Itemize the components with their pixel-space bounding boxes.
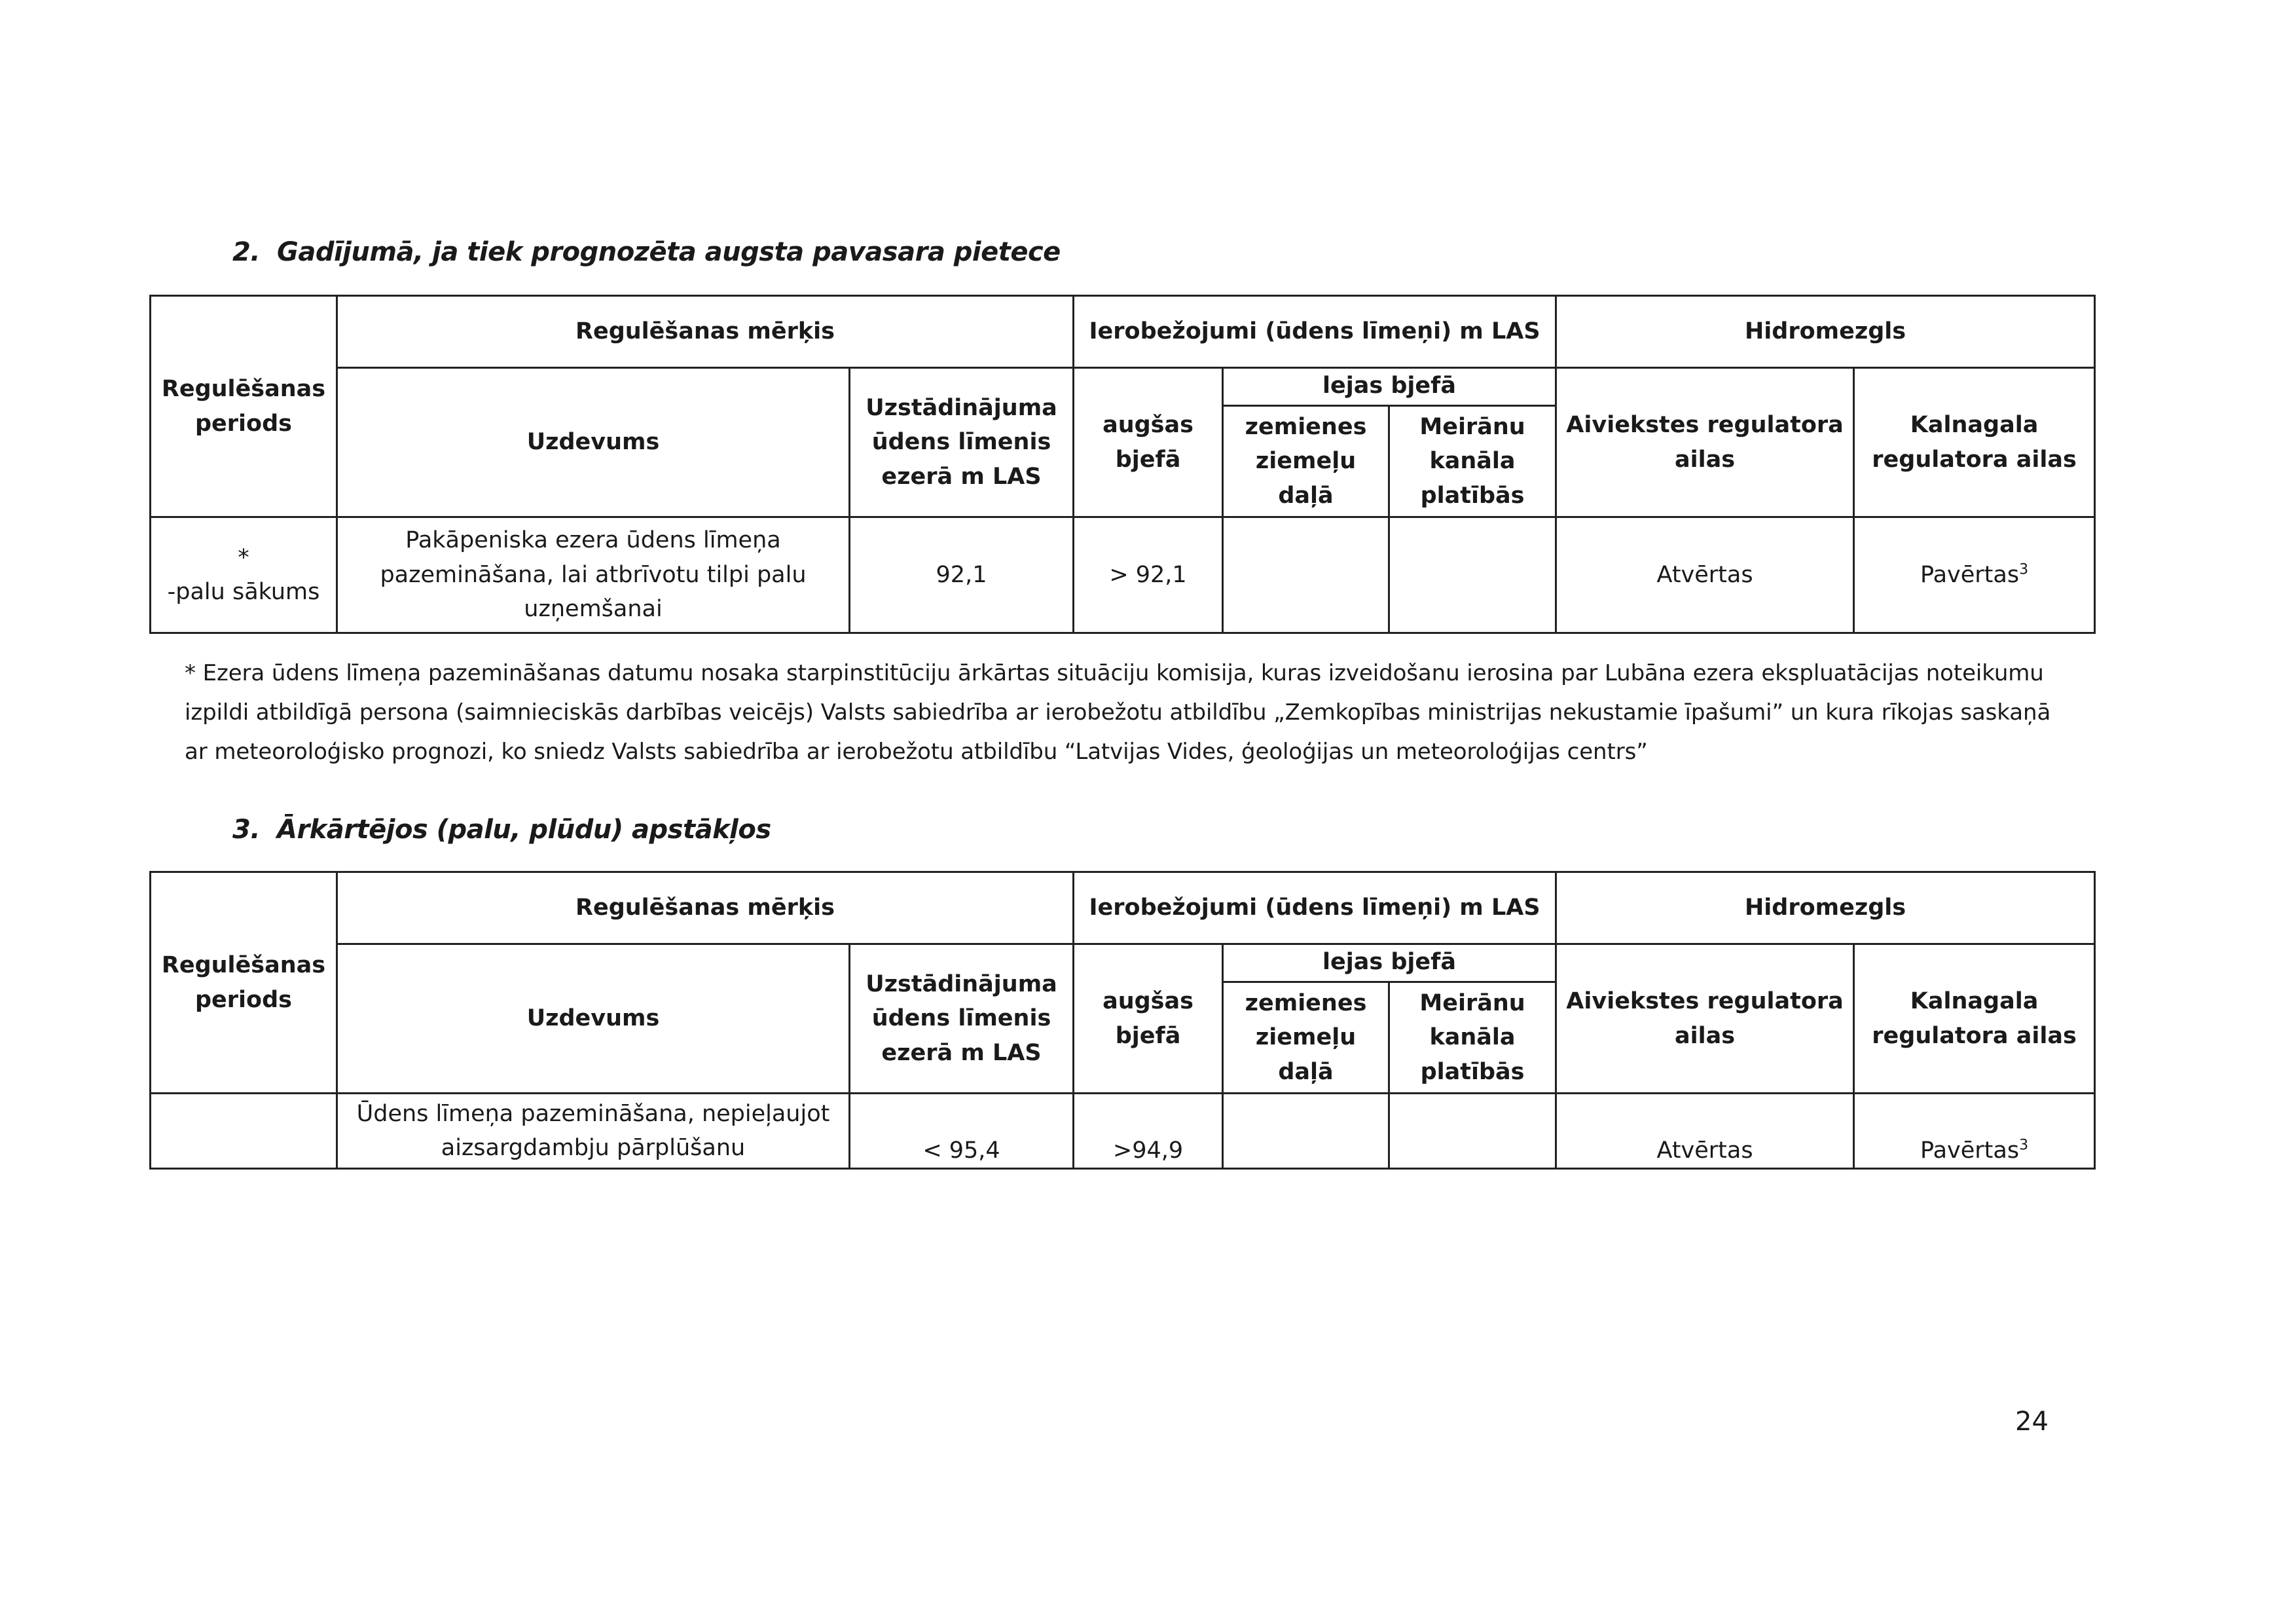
aiviekste-header: Aiviekstes regulatora ailas xyxy=(1556,944,1854,1094)
aiviekste-header: Aiviekstes regulatora ailas xyxy=(1556,368,1854,517)
lower-meiranu-header: Meirānu kanāla platībās xyxy=(1389,406,1556,517)
set-level-cell: < 95,4 xyxy=(850,1094,1074,1169)
set-level-header: Uzstādinājuma ūdens līmenis ezerā m LAS xyxy=(850,368,1074,517)
set-level-cell: 92,1 xyxy=(850,517,1074,633)
lower-meiranu-cell xyxy=(1389,517,1556,633)
section-3-heading xyxy=(232,815,771,845)
footnote-ref: 3 xyxy=(2019,561,2029,578)
lower-pool-header: lejas bjefā xyxy=(1223,368,1556,406)
lower-north-header: zemienes ziemeļu daļā xyxy=(1223,982,1389,1094)
footnote-ref: 3 xyxy=(2019,1136,2029,1153)
upper-pool-cell: > 92,1 xyxy=(1074,517,1223,633)
lower-north-cell xyxy=(1223,517,1389,633)
section-2-title: Gadījumā, ja tiek prognozēta augsta pavasara pietece xyxy=(277,237,1061,267)
kalnagala-value: Pavērtas xyxy=(1920,561,2020,588)
upper-pool-cell: >94,9 xyxy=(1074,1094,1223,1169)
page-number: 24 xyxy=(2015,1407,2049,1437)
task-header: Uzdevums xyxy=(337,944,850,1094)
upper-pool-header: augšas bjefā xyxy=(1074,368,1223,517)
period-value: -palu sākums xyxy=(167,579,320,605)
upper-pool-header: augšas bjefā xyxy=(1074,944,1223,1094)
limits-header: Ierobežojumi (ūdens līmeņi) m LAS xyxy=(1074,296,1556,368)
lower-meiranu-cell xyxy=(1389,1094,1556,1169)
hydro-node-header: Hidromezgls xyxy=(1556,296,2095,368)
period-mark: * xyxy=(238,544,249,571)
lower-north-header: zemienes ziemeļu daļā xyxy=(1223,406,1389,517)
section-3-title: Ārkārtējos (palu, plūdu) apstākļos xyxy=(277,815,771,845)
period-cell xyxy=(151,1094,337,1169)
period-header: Regulēšanas periods xyxy=(151,872,337,1094)
kalnagala-value: Pavērtas xyxy=(1920,1137,2020,1164)
limits-header: Ierobežojumi (ūdens līmeņi) m LAS xyxy=(1074,872,1556,944)
task-header: Uzdevums xyxy=(337,368,850,517)
aiviekste-cell: Atvērtas xyxy=(1556,517,1854,633)
regulation-table-2 xyxy=(149,295,2096,634)
goal-header: Regulēšanas mērķis xyxy=(337,872,1074,944)
lower-pool-header: lejas bjefā xyxy=(1223,944,1556,982)
task-cell: Pakāpeniska ezera ūdens līmeņa pazemināšana, lai atbrīvotu tilpi palu uzņemšanai xyxy=(337,517,850,633)
aiviekste-cell: Atvērtas xyxy=(1556,1094,1854,1169)
kalnagala-cell xyxy=(1854,1094,2095,1169)
set-level-header: Uzstādinājuma ūdens līmenis ezerā m LAS xyxy=(850,944,1074,1094)
period-cell xyxy=(151,517,337,633)
regulation-table-3 xyxy=(149,871,2096,1170)
kalnagala-cell xyxy=(1854,517,2095,633)
section-3-number: 3. xyxy=(232,815,261,845)
hydro-node-header: Hidromezgls xyxy=(1556,872,2095,944)
section-2-heading xyxy=(232,237,1061,267)
task-cell: Ūdens līmeņa pazemināšana, nepieļaujot aizsargdambju pārplūšanu xyxy=(337,1094,850,1169)
section-2-number: 2. xyxy=(232,237,261,267)
kalnagala-header: Kalnagala regulatora ailas xyxy=(1854,944,2095,1094)
lower-north-cell xyxy=(1223,1094,1389,1169)
lower-meiranu-header: Meirānu kanāla platībās xyxy=(1389,982,1556,1094)
footnote-text: * Ezera ūdens līmeņa pazemināšanas datumu nosaka starpinstitūciju ārkārtas situāciju komisija, kuras izveidošanu ierosina par Lubāna ezera ekspluatācijas noteikumu izpildi atbildīgā persona (saimnieciskās darbības veicējs) Valsts sabiedrība ar ierobežotu atbildību „Zemkopības ministrijas nekustamie īpašumi” un kura rīkojas saskaņā ar meteoroloģisko prognozi, ko sniedz Valsts sabiedrība ar ierobežotu atbildību “Latvijas Vides, ģeoloģijas un meteoroloģijas centrs” xyxy=(185,660,2051,765)
goal-header: Regulēšanas mērķis xyxy=(337,296,1074,368)
kalnagala-header: Kalnagala regulatora ailas xyxy=(1854,368,2095,517)
period-header: Regulēšanas periods xyxy=(151,296,337,517)
